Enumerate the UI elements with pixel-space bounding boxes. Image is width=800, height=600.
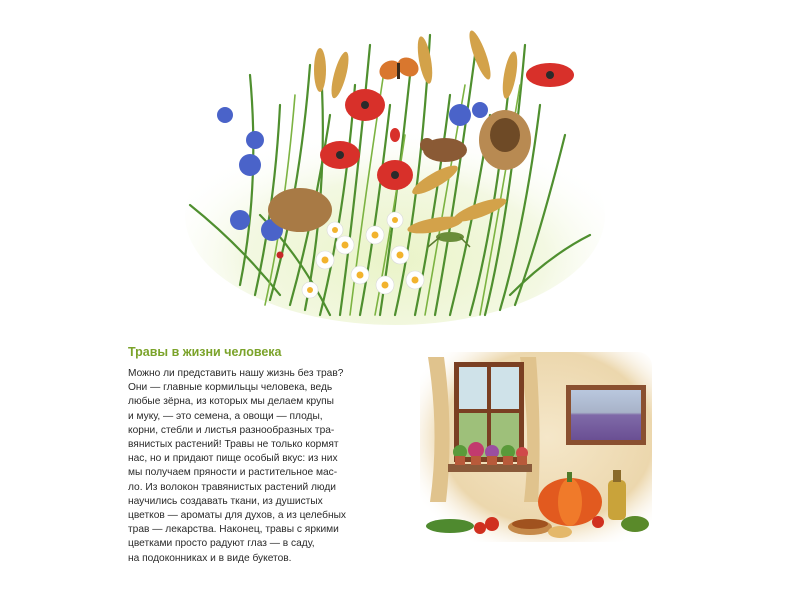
body-line: ло. Из волокон травянистых растений люди bbox=[128, 481, 336, 493]
body-line: и муку, — это семена, а овощи — плоды, bbox=[128, 410, 323, 422]
body-line: мы получаем пряности и растительное мас- bbox=[128, 467, 338, 479]
kitchen-still-life-icon bbox=[420, 352, 652, 552]
body-line: любые зёрна, из которых мы делаем крупы bbox=[128, 396, 335, 408]
body-line: Можно ли представить нашу жизнь без трав? bbox=[128, 368, 344, 379]
lavender-painting bbox=[571, 390, 641, 440]
body-line: цветками просто радуют глаз — в саду, bbox=[128, 538, 315, 550]
kitchen-illustration bbox=[420, 352, 652, 552]
window-sill bbox=[448, 464, 532, 472]
meadow-illustration bbox=[180, 15, 610, 330]
section-body-text bbox=[128, 367, 418, 566]
body-line: цветков — ароматы для духов, а из целебных bbox=[128, 510, 346, 522]
onion bbox=[548, 526, 572, 538]
body-line: нас, но и придают пище особый вкус: из них bbox=[128, 453, 338, 465]
greens bbox=[621, 516, 649, 532]
herb-bunch bbox=[426, 519, 474, 533]
ladybug bbox=[277, 252, 284, 259]
body-line: Они — главные кормильцы человека, ведь bbox=[128, 382, 333, 394]
body-line: вянистых растений! Травы не только кормят bbox=[128, 439, 339, 451]
body-line: корни, стебли и листья разнообразных тра- bbox=[128, 424, 335, 436]
body-line: трав — лекарства. Наконец, травы с яркими bbox=[128, 524, 339, 536]
body-line: на подоконниках и в виде букетов. bbox=[128, 552, 292, 564]
meadow-illustration-icon bbox=[180, 15, 610, 330]
section-heading: Травы в жизни человека bbox=[128, 345, 282, 359]
body-line: научились создавать ткани, из душистых bbox=[128, 495, 323, 507]
oil-bottle bbox=[608, 480, 626, 520]
